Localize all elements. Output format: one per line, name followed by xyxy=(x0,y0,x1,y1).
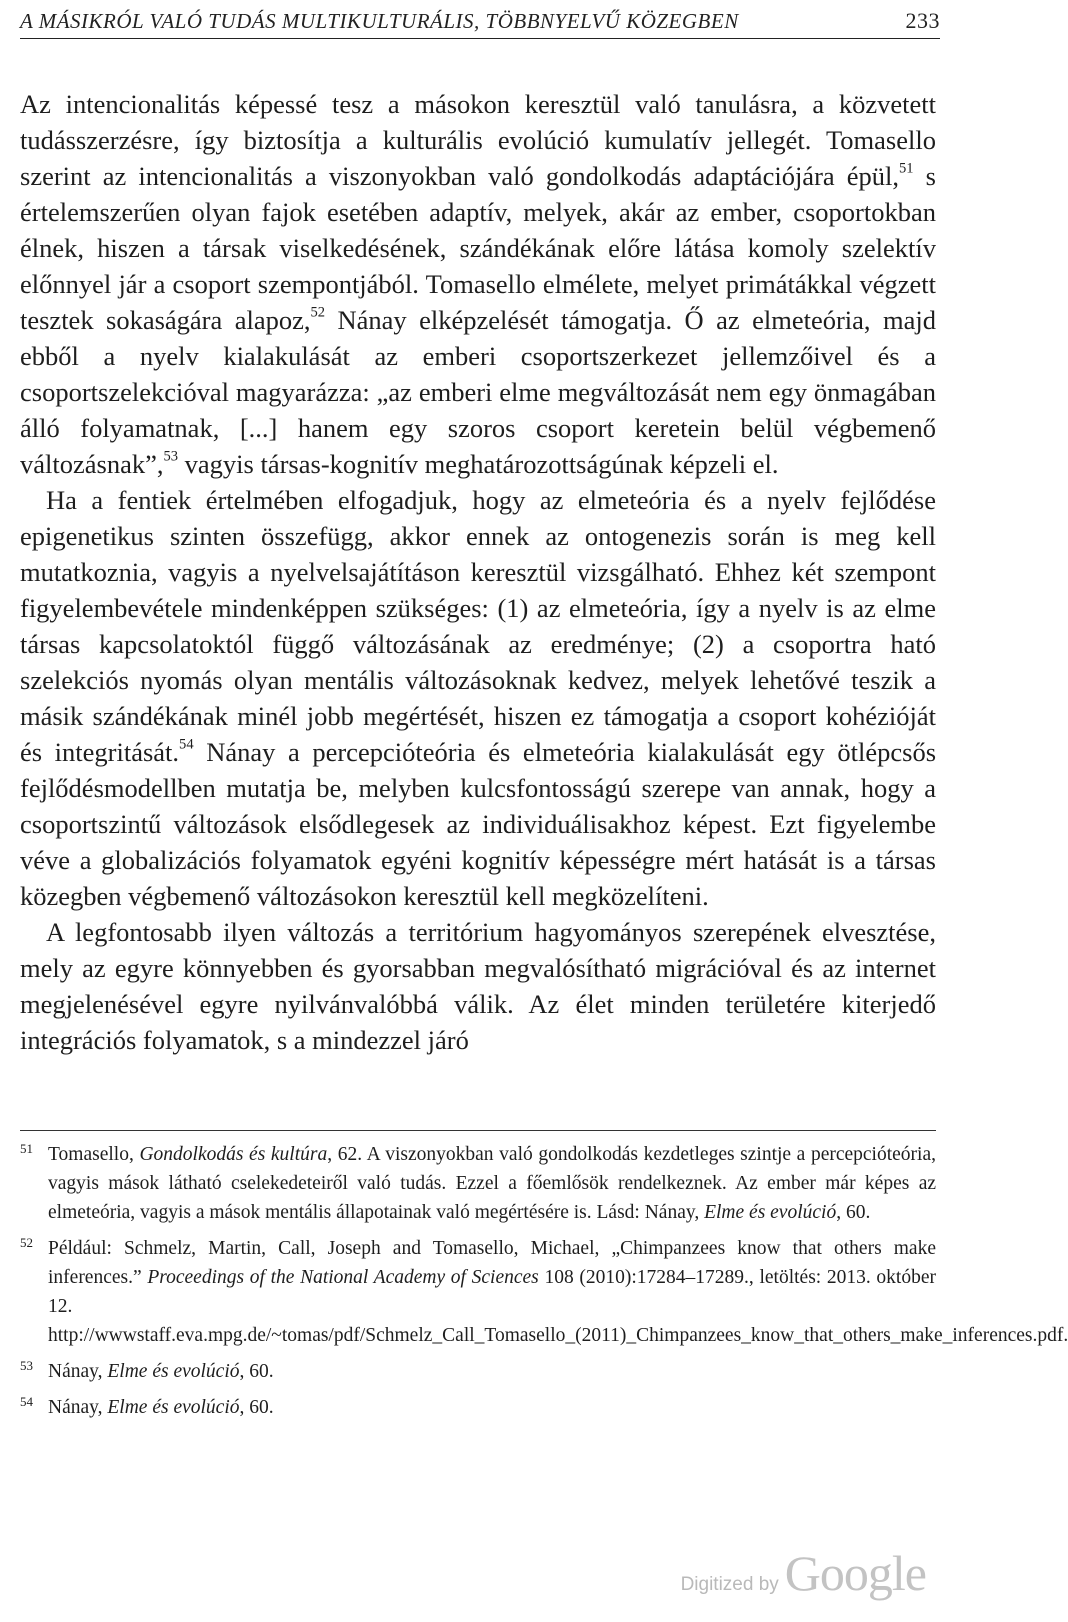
footnote-number: 54 xyxy=(20,1394,33,1409)
watermark-prefix: Digitized by xyxy=(680,1574,779,1595)
digitized-watermark xyxy=(681,1544,926,1602)
paragraph-1-part-a: Az intencionalitás képessé tesz a másokon keresztül való tanulásra, a közvetett tudásszerzésre, így biztosítja a kulturális evolúció kumulatív jellegét. Tomasello szerint az intencionalitás a viszonyokban való gondolkodás adaptációjára épül, xyxy=(20,89,936,191)
footnote-number: 51 xyxy=(20,1141,33,1156)
running-title: A MÁSIKRÓL VALÓ TUDÁS MULTIKULTURÁLIS, TÖBBNYELVŰ KÖZEGBEN xyxy=(20,8,739,33)
footnote-text: , 60. xyxy=(239,1397,274,1418)
footnote-text: Például: Schmelz, Martin, Call, Joseph and Tomasello, Michael, „Chimpanzees know that others make inferences.” xyxy=(48,1238,936,1288)
footnote-text: , 60. xyxy=(836,1202,871,1223)
footnote-separator xyxy=(20,1130,936,1131)
footnote-51 xyxy=(20,1140,936,1227)
book-title: Elme és evolúció xyxy=(107,1397,240,1418)
paragraph-2 xyxy=(20,482,936,914)
paragraph-1-part-b: s értelemszerűen olyan fajok esetében adaptív, melyek, akár az ember, csoportokban élnek, hiszen a társak viselkedésének, szándékának előre látása komoly szelektív előnnyel jár a csoport szempontjából. Tomasello elmélete, melyet primátákkal végzett tesztek sokaságára alapoz, xyxy=(20,161,936,335)
footnote-text: Nánay, xyxy=(48,1397,108,1418)
paragraph-2-part-a: Ha a fentiek értelmében elfogadjuk, hogy az elmeteória és a nyelv fejlődése epigenetikus szinten összefügg, akkor ennek az ontogenezis során is meg kell mutatkoznia, vagyis a nyelvelsajátításon keresztül vizsgálható. Ehhez két szempont figyelembevétele mindenképpen szükséges: (1) az elmeteória, így a nyelv is az elme társas kapcsolatoktól függő változásának az eredménye; (2) a csoportra ható szelekciós nyomás olyan mentális változásoknak kedvez, melyek lehetővé teszik a másik szándékának minél jobb megértését, hiszen ez támogatja a csoport kohézióját és integritását. xyxy=(20,485,936,767)
footnote-ref-52: 52 xyxy=(310,304,326,321)
footnote-text: 108 (2010):17284–17289., letöltés: 2013. október 12. http://wwwstaff.eva.mpg.de/~tomas/pdf/Schmelz_Call_Tomasello_(2011)_Chimpanzees_know_that_others_make_inferences.pdf. xyxy=(48,1267,1068,1346)
footnote-text: Tomasello, xyxy=(48,1144,140,1165)
book-title: Elme és evolúció xyxy=(107,1361,240,1382)
paragraph-1 xyxy=(20,86,936,482)
journal-title: Proceedings of the National Academy of Sciences xyxy=(147,1267,539,1288)
footnote-text: , 62. A viszonyokban való gondolkodás kezdetleges szintje a percepcióteória, vagyis mások látható cselekedeteiről való tudás. Ezzel a főemlősök rendelkeznek. Az ember már képes az elmeteória, vagyis a mások mentális állapotainak való megértésére is. Lásd: Nánay, xyxy=(48,1144,936,1223)
paragraph-2-part-b: Nánay a percepcióteória és elmeteória kialakulását egy ötlépcsős fejlődésmodellben mutatja be, melyben kulcsfontosságú szerepe van annak, hogy a csoportszintű változások elsődlegesek az individuálisakhoz képest. Ezt figyelembe véve a globalizációs folyamatok egyéni kognitív képességre mért hatását is a társas közegben végbemenő változásokon keresztül kell megközelíteni. xyxy=(20,737,937,911)
book-title: Elme és evolúció xyxy=(704,1202,837,1223)
book-title: Gondolkodás és kultúra xyxy=(139,1144,328,1165)
paragraph-3: A legfontosabb ilyen változás a territórium hagyományos szerepének elvesztése, mely az egyre könnyebben és gyorsabban megvalósítható migrációval és az internet megjelenésével egyre nyilvánvalóbbá válik. Az élet minden területére kiterjedő integrációs folyamatok, s a mindezzel járó xyxy=(20,917,936,1055)
footnote-text: Nánay, xyxy=(48,1361,108,1382)
body-text xyxy=(20,86,936,1058)
footnote-ref-51: 51 xyxy=(899,160,914,177)
footnote-53 xyxy=(20,1357,936,1386)
google-logo: Google xyxy=(784,1545,926,1601)
paragraph-1-part-d: vagyis társas-kognitív meghatározottságúnak képzeli el. xyxy=(178,449,779,479)
footnote-54 xyxy=(20,1393,936,1422)
page-number: 233 xyxy=(905,8,940,33)
footnote-ref-54: 54 xyxy=(179,736,194,753)
paragraph-1-part-c: Nánay elképzelését támogatja. Ő az elmeteória, majd ebből a nyelv kialakulását az emberi csoportszerkezet jellemzőivel és a csoportszelekcióval magyarázza: „az emberi elme megváltozását nem egy önmagában álló folyamatnak, [...] hanem egy szoros csoport keretein belül végbemenő változásnak”, xyxy=(20,305,936,479)
footnotes xyxy=(20,1140,1068,1429)
footnote-number: 52 xyxy=(20,1235,33,1250)
footnote-ref-53: 53 xyxy=(163,448,179,465)
running-head xyxy=(20,4,940,39)
footnote-text: , 60. xyxy=(239,1361,274,1382)
footnote-number: 53 xyxy=(20,1358,33,1373)
footnote-52 xyxy=(20,1234,1068,1350)
